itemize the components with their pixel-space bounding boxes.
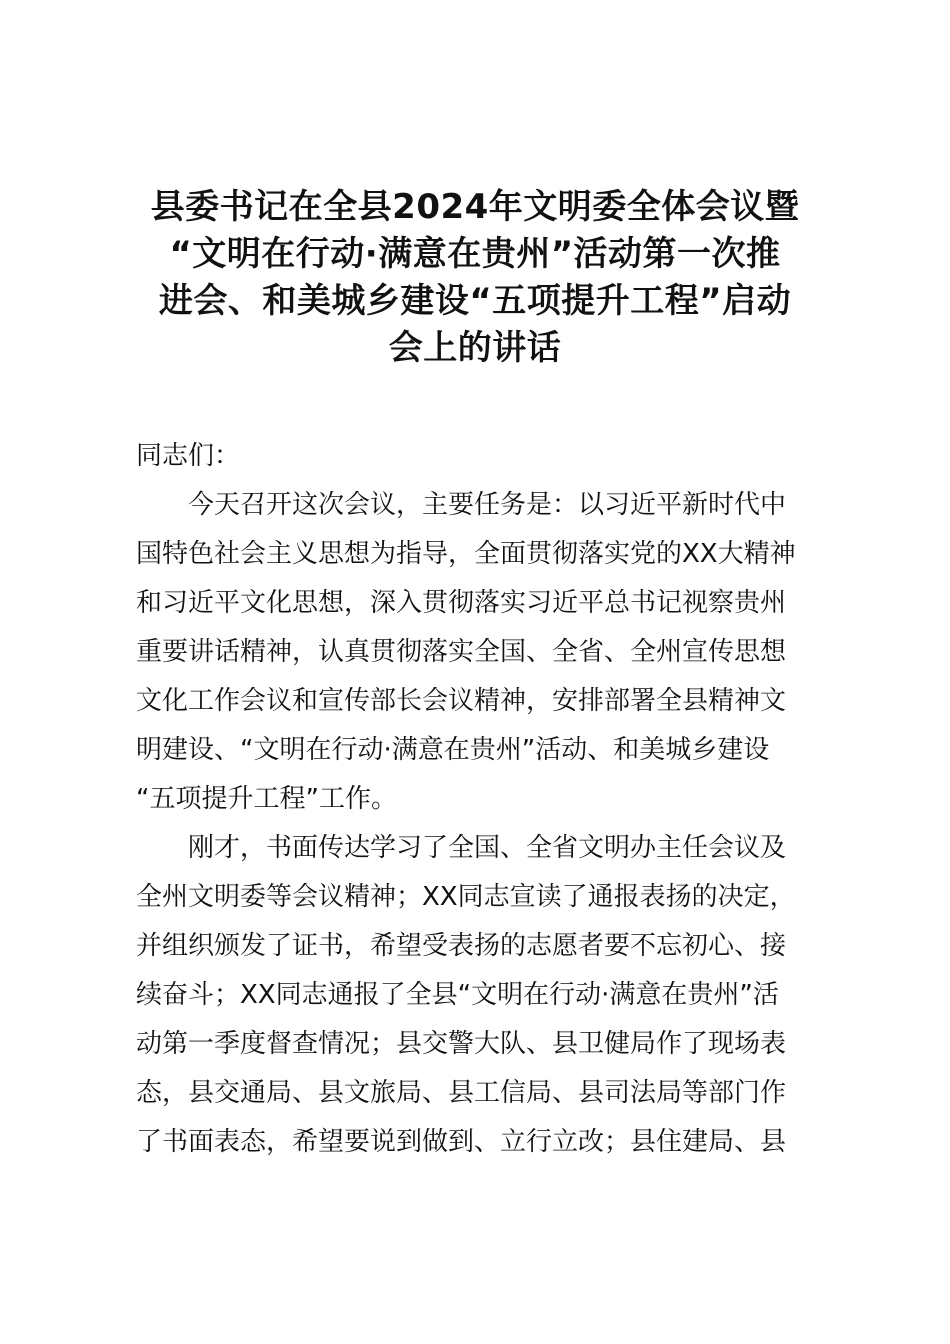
paragraph-line: 续奋斗；XX同志通报了全县“文明在行动·满意在贵州”活 [136, 980, 779, 1010]
paragraph-line: 全州文明委等会议精神；XX同志宣读了通报表扬的决定， [136, 882, 796, 912]
title-line: 进会、和美城乡建设“五项提升工程”启动 [158, 281, 792, 321]
paragraph-line: 国特色社会主义思想为指导，全面贯彻落实党的XX大精神 [136, 539, 796, 569]
document-title [120, 184, 830, 372]
paragraph-line: 和习近平文化思想，深入贯彻落实习近平总书记视察贵州 [136, 588, 787, 618]
paragraph-line: 文化工作会议和宣传部长会议精神，安排部署全县精神文 [136, 686, 787, 716]
paragraph-line: 刚才，书面传达学习了全国、全省文明办主任会议及 [188, 833, 787, 863]
paragraph-line: 明建设、“文明在行动·满意在贵州”活动、和美城乡建设 [136, 735, 770, 765]
paragraph-line: 并组织颁发了证书，希望受表扬的志愿者要不忘初心、接 [136, 931, 787, 961]
paragraph-line: 重要讲话精神，认真贯彻落实全国、全省、全州宣传思想 [136, 637, 787, 667]
paragraph-line: “五项提升工程”工作。 [136, 784, 397, 814]
paragraph-line: 态，县交通局、县文旅局、县工信局、县司法局等部门作 [136, 1078, 787, 1108]
paragraph-line: 了书面表态，希望要说到做到、立行立改；县住建局、县 [136, 1127, 787, 1157]
paragraph-line: 今天召开这次会议，主要任务是：以习近平新时代中 [188, 490, 787, 520]
document-body [136, 432, 852, 1167]
paragraph-line: 动第一季度督查情况；县交警大队、县卫健局作了现场表 [136, 1029, 787, 1059]
paragraph-1 [136, 481, 852, 824]
title-line: “文明在行动·满意在贵州”活动第一次推 [169, 234, 781, 274]
title-line: 县委书记在全县2024年文明委全体会议暨 [150, 187, 800, 227]
title-line: 会上的讲话 [388, 328, 562, 368]
paragraph-2 [136, 824, 852, 1167]
salutation: 同志们： [136, 441, 241, 471]
